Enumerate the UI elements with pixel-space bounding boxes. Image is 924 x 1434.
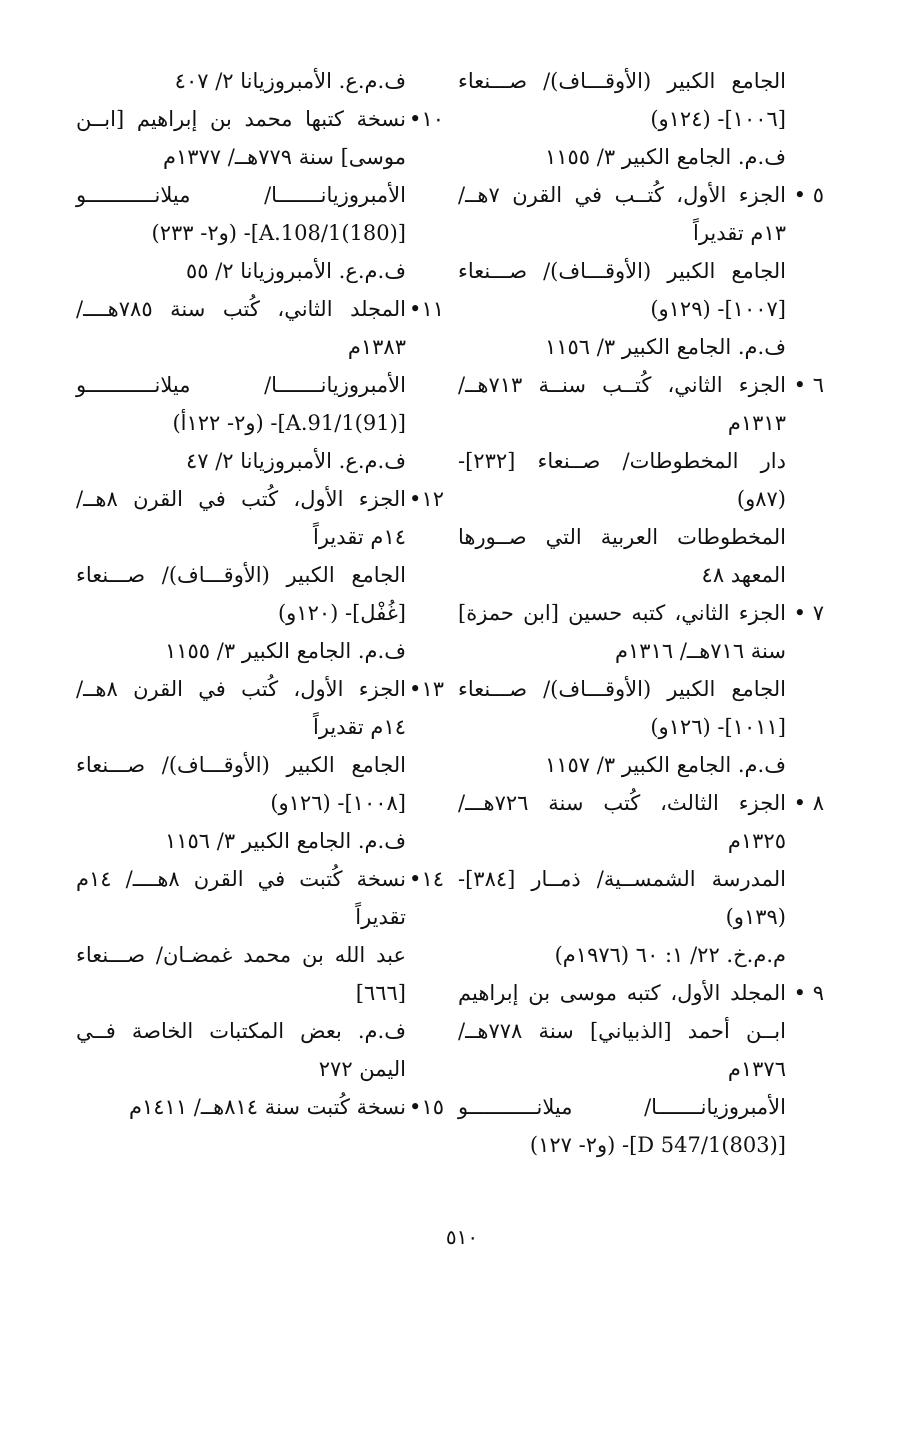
entry-line: ف.م.ع. الأمبروزيانا ٢/ ٥٥ [185,259,406,283]
entry-line: [A.91/1(91)]- (و٢- ١٢٢أ) [172,411,406,435]
entry-line: اليمن ٢٧٢ [318,1057,406,1081]
catalog-entry [458,974,824,1164]
catalog-entry [458,594,824,784]
entry-line: [D 547/1(803)]- (و٢- ١٢٧) [529,1133,786,1157]
entry-line: الجزء الأول، كُتب في القرن ٨هــ/ [76,677,406,701]
entry-line: الجامع الكبير (الأوقـــاف)/ صـــنعاء [76,753,406,777]
entry-line: نسخة كتبها محمد بن إبراهيم [ابــن [76,107,406,131]
catalog-entry [458,176,824,366]
entry-line: ١٣١٣م [727,411,786,435]
catalog-entry [458,366,824,594]
catalog-entry [76,860,444,1088]
entry-line: م.م.خ. ٢٢/ ١: ٦٠ (١٩٧٦م) [554,943,786,967]
catalog-entry [458,62,824,176]
catalog-entry [76,290,444,480]
entry-line: عبد الله بن محمد غمضـان/ صـــنعاء [76,943,406,967]
entry-line: دار المخطوطات/ صــنعاء [٢٣٢]- [458,449,786,473]
entry-line: الأمبروزيانـــــــا/ ميلانـــــــــــو [76,373,406,397]
entry-line: [١٠٠٨]- (١٢٦و) [270,791,406,815]
entry-number: ١٤• [409,867,444,891]
entry-line: [A.108/1(180)]- (و٢- ٢٣٣) [151,221,406,245]
entry-line: [١٠٠٧]- (١٢٩و) [650,297,786,321]
entry-line: ١٣٧٦م [727,1057,786,1081]
entry-line: ف.م. الجامع الكبير ٣/ ١١٥٥ [544,145,786,169]
catalog-entry [76,100,444,290]
entry-number: ١٣• [409,677,444,701]
entry-line: [١٠١١]- (١٢٦و) [650,715,786,739]
entry-number: ١١• [409,297,444,321]
entry-line: [٦٦٦] [355,981,406,1005]
entry-line: الجزء الثاني، كُتــب سنــة ٧١٣هــ/ [458,373,786,397]
entry-line: الجامع الكبير (الأوقـــاف)/ صـــنعاء [458,677,786,701]
entry-line: (٨٧و) [736,487,786,511]
entry-number: ٧ • [793,601,824,625]
entry-line: نسخة كُتبت في القرن ٨هــــ/ ١٤م [76,867,407,891]
entry-line: الجزء الثاني، كتبه حسين [ابن حمزة] [458,601,786,625]
entry-line: ١٤م تقديراً [313,525,406,549]
entry-line: [غُفْل]- (١٢٠و) [277,601,406,625]
catalog-entry [76,480,444,670]
entry-line: الأمبروزيانـــــــا/ ميلانـــــــــــو [458,1095,786,1119]
catalog-entry [76,62,444,100]
entry-line: الجزء الأول، كُتــب في القرن ٧هــ/ [458,183,786,207]
entry-number: ٦ • [793,373,824,397]
entry-line: الجامع الكبير (الأوقـــاف)/ صـــنعاء [76,563,406,587]
entry-line: ف.م.ع. الأمبروزيانا ٢/ ٤٠٧ [174,69,406,93]
entry-line: ابــن أحمد [الذبياني] سنة ٧٧٨هــ/ [458,1019,786,1043]
entry-line: المجلد الأول، كتبه موسى بن إبراهيم [458,981,786,1005]
entry-number: ١٥• [409,1095,444,1119]
entry-number: ٨ • [793,791,824,815]
entry-number: ٥ • [793,183,824,207]
entry-line: الجامع الكبير (الأوقـــاف)/ صـــنعاء [458,259,786,283]
entry-number: ١٠• [409,107,444,131]
entry-line: [١٠٠٦]- (١٢٤و) [650,107,786,131]
entry-line: ف.م. الجامع الكبير ٣/ ١١٥٦ [164,829,406,853]
entry-line: ف.م. الجامع الكبير ٣/ ١١٥٦ [544,335,786,359]
entry-line: ١٤م تقديراً [313,715,406,739]
entry-line: المدرسة الشمســية/ ذمــار [٣٨٤]- [458,867,786,891]
catalog-entry [76,670,444,860]
entry-line: سنة ٧١٦هــ/ ١٣١٦م [615,639,786,663]
catalog-entry [458,784,824,974]
entry-number: ١٢• [409,487,444,511]
entry-line: ١٣٨٣م [347,335,406,359]
entry-line: المخطوطات العربية التي صــورها [458,525,786,549]
left-column [76,62,444,1126]
entry-line: المجلد الثاني، كُتب سنة ٧٨٥هــــ/ [76,297,406,321]
entry-line: المعهد ٤٨ [701,563,786,587]
entry-line: الجامع الكبير (الأوقـــاف)/ صـــنعاء [458,69,786,93]
catalog-entry [76,1088,444,1126]
entry-line: الجزء الأول، كُتب في القرن ٨هــ/ [76,487,406,511]
entry-line: تقديراً [355,905,406,929]
page-number: ٥١٠ [445,1225,479,1249]
entry-line: ١٣٢٥م [727,829,786,853]
entry-line: نسخة كُتبت سنة ٨١٤هــ/ ١٤١١م [128,1095,406,1119]
entry-line: ف.م. الجامع الكبير ٣/ ١١٥٧ [544,753,786,777]
entry-line: الأمبروزيانـــــــا/ ميلانـــــــــــو [76,183,406,207]
entry-line: ف.م.ع. الأمبروزيانا ٢/ ٤٧ [185,449,406,473]
entry-line: موسى] سنة ٧٧٩هــ/ ١٣٧٧م [162,145,406,169]
entry-line: ف.م. بعض المكتبات الخاصة فــي [76,1019,406,1043]
entry-line: (١٣٩و) [725,905,786,929]
right-column [458,62,824,1164]
entry-line: ف.م. الجامع الكبير ٣/ ١١٥٥ [164,639,406,663]
entry-line: ١٣م تقديراً [693,221,786,245]
entry-line: الجزء الثالث، كُتب سنة ٧٢٦هـــ/ [458,791,786,815]
entry-number: ٩ • [793,981,824,1005]
